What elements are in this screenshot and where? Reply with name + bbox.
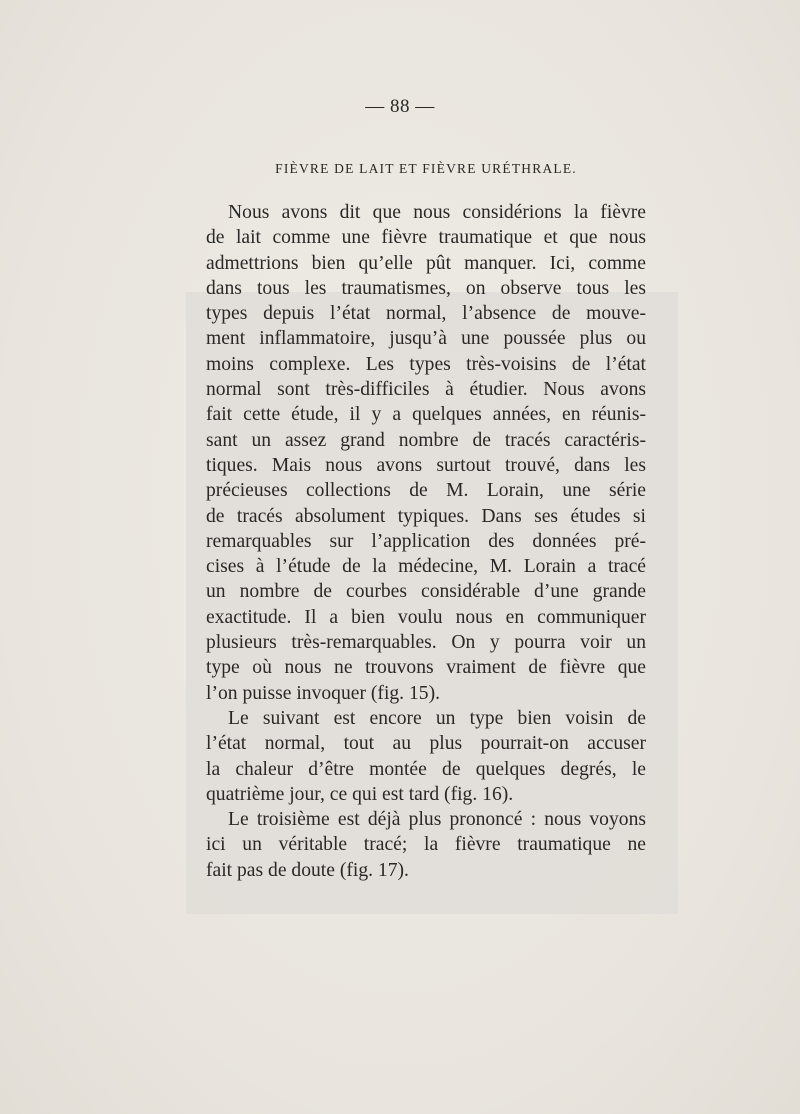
text-line: ici un véritable tracé; la fièvre traumatique ne bbox=[206, 834, 646, 856]
text-line: cises à l’étude de la médecine, M. Lorain a tracé bbox=[206, 556, 646, 578]
text-line: sant un assez grand nombre de tracés caractéris- bbox=[206, 429, 646, 451]
text-line: remarquables sur l’application des données pré- bbox=[206, 530, 646, 552]
text-line: un nombre de courbes considérable d’une grande bbox=[206, 581, 646, 603]
text-line: fait cette étude, il y a quelques années, en réunis- bbox=[206, 404, 646, 426]
text-line: de lait comme une fièvre traumatique et que nous bbox=[206, 227, 646, 249]
text-line: types depuis l’état normal, l’absence de mouve- bbox=[206, 303, 646, 325]
text-line: précieuses collections de M. Lorain, une série bbox=[206, 480, 646, 502]
text-line: de tracés absolument typiques. Dans ses études si bbox=[206, 505, 646, 527]
paragraph-3 bbox=[206, 807, 646, 883]
text-line: normal sont très-difficiles à étudier. Nous avons bbox=[206, 379, 646, 401]
text-line: Le suivant est encore un type bien voisin de bbox=[228, 707, 646, 729]
section-heading: FIÈVRE DE LAIT ET FIÈVRE URÉTHRALE. bbox=[275, 161, 577, 176]
text-line: fait pas de doute (fig. 17). bbox=[206, 859, 409, 881]
text-line: type où nous ne trouvons vraiment de fièvre que bbox=[206, 657, 646, 679]
text-line: Nous avons dit que nous considérions la fièvre bbox=[228, 202, 646, 223]
text-line: l’état normal, tout au plus pourrait-on accuser bbox=[206, 733, 646, 755]
text-line: moins complexe. Les types très-voisins de l’état bbox=[206, 353, 646, 375]
paragraph-2 bbox=[206, 706, 646, 807]
body-text bbox=[206, 200, 646, 883]
text-line: quatrième jour, ce qui est tard (fig. 16). bbox=[206, 783, 514, 805]
text-line: Le troisième est déjà plus prononcé : nous voyons bbox=[228, 809, 646, 831]
page-number: — 88 — bbox=[365, 96, 435, 117]
text-line: dans tous les traumatismes, on observe tous les bbox=[206, 277, 646, 299]
text-line: ment inflammatoire, jusqu’à une poussée plus ou bbox=[206, 328, 646, 350]
text-line: la chaleur d’être montée de quelques degrés, le bbox=[206, 758, 646, 780]
text-line: plusieurs très-remarquables. On y pourra voir un bbox=[206, 632, 646, 654]
text-line: admettrions bien qu’elle pût manquer. Ici, comme bbox=[206, 252, 646, 274]
paragraph-1 bbox=[206, 200, 646, 706]
text-line: tiques. Mais nous avons surtout trouvé, dans les bbox=[206, 454, 646, 476]
text-line: exactitude. Il a bien voulu nous en communiquer bbox=[206, 606, 646, 628]
text-line: l’on puisse invoquer (fig. 15). bbox=[206, 682, 440, 704]
